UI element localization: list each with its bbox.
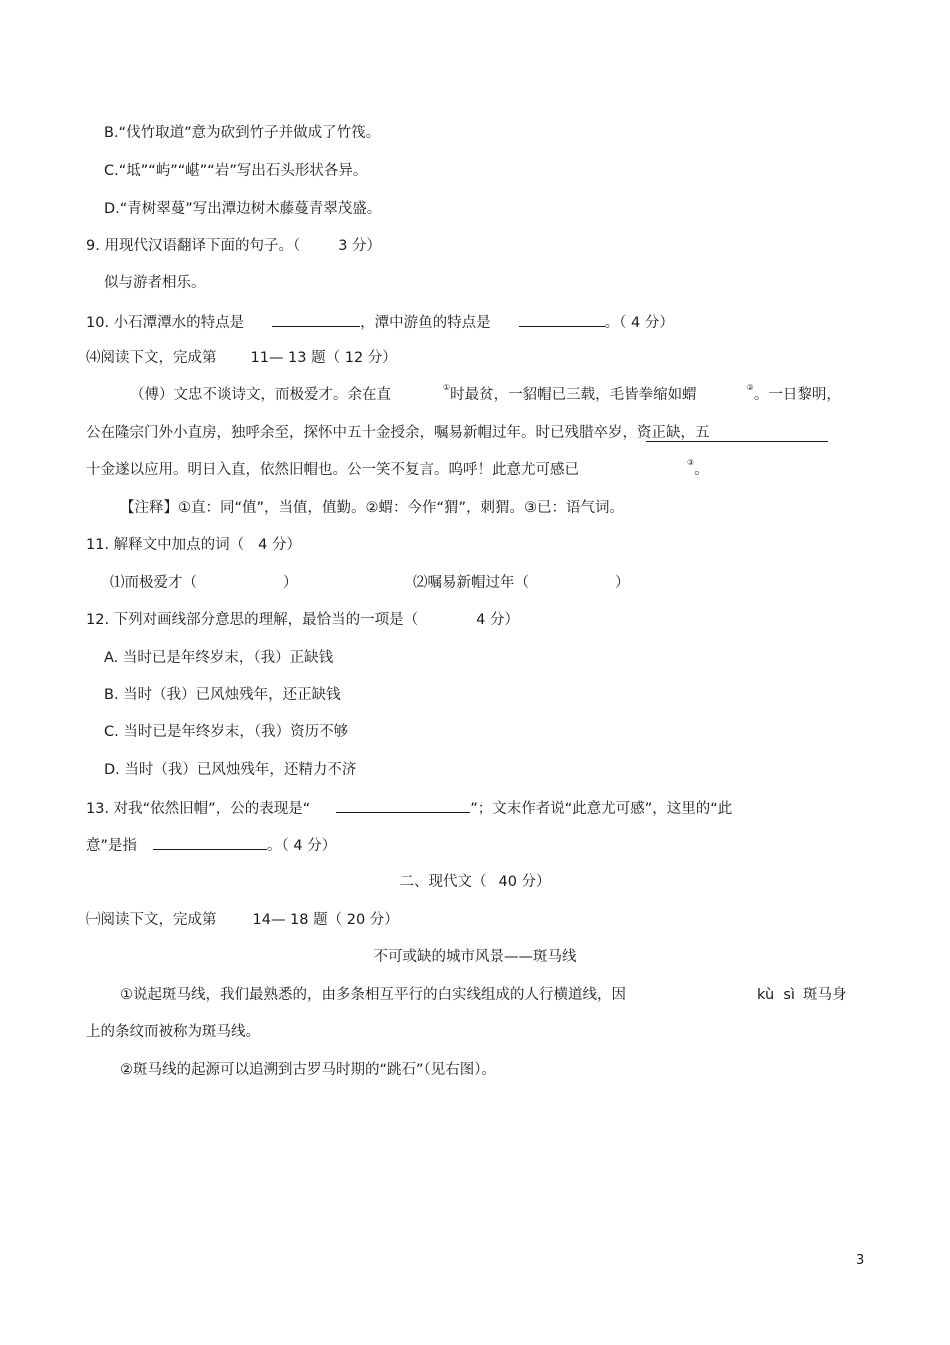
footnote-mark-1: ① bbox=[443, 383, 451, 392]
q13-line-1 bbox=[86, 797, 732, 819]
q13-part2: ”；文末作者说“此意尤可感”，这里的“此 bbox=[470, 801, 733, 817]
part2-sub-b: 14— 18 题（ 20 分） bbox=[252, 912, 399, 928]
footnote-mark-2: ② bbox=[746, 383, 754, 392]
passage-2a: 公在隆宗门外小直房，独呼余至，探怀中五十金授余，嘱易新帽过年。时已残腊卒岁， bbox=[86, 425, 637, 441]
q10-part3: 。（ 4 分） bbox=[604, 315, 674, 331]
q11-item-1 bbox=[110, 573, 298, 593]
q12-score: 4 分） bbox=[476, 612, 520, 628]
section4-heading-a: ⑷阅读下文，完成第 bbox=[86, 350, 217, 366]
part2-sub-a: ㈠阅读下文，完成第 bbox=[86, 912, 217, 928]
q11-item1-b: ） bbox=[283, 575, 298, 591]
q13-blank-2[interactable] bbox=[153, 834, 267, 850]
q9-prompt-text: 9. 用现代汉语翻译下面的句子。（ bbox=[86, 238, 301, 254]
footnote-mark-3: ③ bbox=[687, 458, 695, 467]
q9-prompt bbox=[86, 236, 381, 256]
q13-line-2 bbox=[86, 834, 336, 856]
article-p1-line1 bbox=[120, 985, 626, 1005]
q13-part1: 13. 对我“依然旧帽”，公的表现是“ bbox=[86, 801, 311, 817]
q10 bbox=[86, 311, 674, 333]
q12-prompt-text: 12. 下列对画线部分意思的理解，最恰当的一项是（ bbox=[86, 612, 419, 628]
q13-part4: 。（ 4 分） bbox=[267, 838, 337, 854]
q13-part3: 意”是指 bbox=[86, 838, 138, 854]
section4-heading bbox=[86, 348, 397, 368]
q12-option-c: C. 当时已是年终岁末，（我）资历不够 bbox=[104, 724, 349, 740]
q8-option-b: B.“伐竹取道”意为砍到竹子并做成了竹筏。 bbox=[104, 125, 381, 141]
passage-line-1 bbox=[130, 385, 841, 407]
part2-heading-a: 二、现代文（ bbox=[399, 874, 487, 890]
article-p2: ②斑马线的起源可以追溯到古罗马时期的“跳石”（见右图）。 bbox=[120, 1062, 497, 1078]
q12-option-b: B. 当时（我）已风烛残年，还正缺钱 bbox=[104, 687, 341, 703]
q9-score: 3 分） bbox=[338, 238, 382, 254]
part2-heading bbox=[0, 872, 950, 892]
q12-prompt bbox=[86, 610, 519, 630]
q10-blank-fish[interactable] bbox=[519, 311, 605, 327]
page-number: 3 bbox=[856, 1253, 865, 1268]
passage-line-2 bbox=[86, 423, 710, 443]
passage-1b: 时最贫，一貂帽已三载，毛皆拳缩如蝟 bbox=[450, 387, 697, 403]
q9-sentence: 似与游者相乐。 bbox=[104, 275, 206, 291]
part2-heading-b: 40 分） bbox=[498, 874, 551, 890]
q11-item2-a: ⑵嘱易新帽过年（ bbox=[413, 575, 529, 591]
q11-item2-b: ） bbox=[615, 575, 630, 591]
passage-underline bbox=[646, 441, 828, 442]
article-p1-b: 斑马身 bbox=[802, 987, 847, 1003]
q13-blank-1[interactable] bbox=[336, 797, 470, 813]
passage-line-3 bbox=[86, 460, 709, 482]
passage-3a: 十金遂以应用。明日入直，依然旧帽也。公一笑不复言。呜呼！此意尤可感已 bbox=[86, 462, 579, 478]
section4-heading-b: 11— 13 题（ 12 分） bbox=[250, 350, 397, 366]
q11-prompt bbox=[86, 535, 301, 555]
q11-item1-a: ⑴而极爱才（ bbox=[110, 575, 197, 591]
part2-subheading bbox=[86, 910, 399, 930]
article-p1-line2: 上的条纹而被称为斑马线。 bbox=[86, 1024, 260, 1040]
passage-2b-underlined: 资正缺，五 bbox=[637, 425, 710, 441]
q8-option-c: C.“坻”“屿”“嵁”“岩”写出石头形状各异。 bbox=[104, 163, 368, 179]
q11-prompt-text: 11. 解释文中加点的词（ bbox=[86, 537, 245, 553]
q10-blank-water[interactable] bbox=[272, 311, 360, 327]
q12-option-a: A. 当时已是年终岁末，（我）正缺钱 bbox=[104, 650, 334, 666]
passage-3b: 。 bbox=[694, 462, 709, 478]
annotation: 【注释】①直：同“值”，当值，值勤。②蝟：今作“猬”，刺猬。③已：语气词。 bbox=[120, 500, 625, 516]
q11-score: 4 分） bbox=[258, 537, 302, 553]
q10-part2: ，潭中游鱼的特点是 bbox=[360, 315, 491, 331]
q11-item-2 bbox=[413, 573, 630, 593]
q12-option-d: D. 当时（我）已风烛残年，还精力不济 bbox=[104, 762, 357, 778]
pinyin-blank: kù sì bbox=[757, 987, 795, 1003]
article-title: 不可或缺的城市风景——斑马线 bbox=[373, 949, 577, 965]
passage-1a: （傅）文忠不谈诗文，而极爱才。余在直 bbox=[130, 387, 391, 403]
article-p1-a: ①说起斑马线，我们最熟悉的，由多条相互平行的白实线组成的人行横道线，因 bbox=[120, 987, 626, 1003]
passage-1c: 。一日黎明， bbox=[753, 387, 841, 403]
article-p1-pinyin-group bbox=[757, 985, 846, 1005]
q8-option-d: D.“青树翠蔓”写出潭边树木藤蔓青翠茂盛。 bbox=[104, 201, 382, 217]
q10-part1: 10. 小石潭潭水的特点是 bbox=[86, 315, 245, 331]
